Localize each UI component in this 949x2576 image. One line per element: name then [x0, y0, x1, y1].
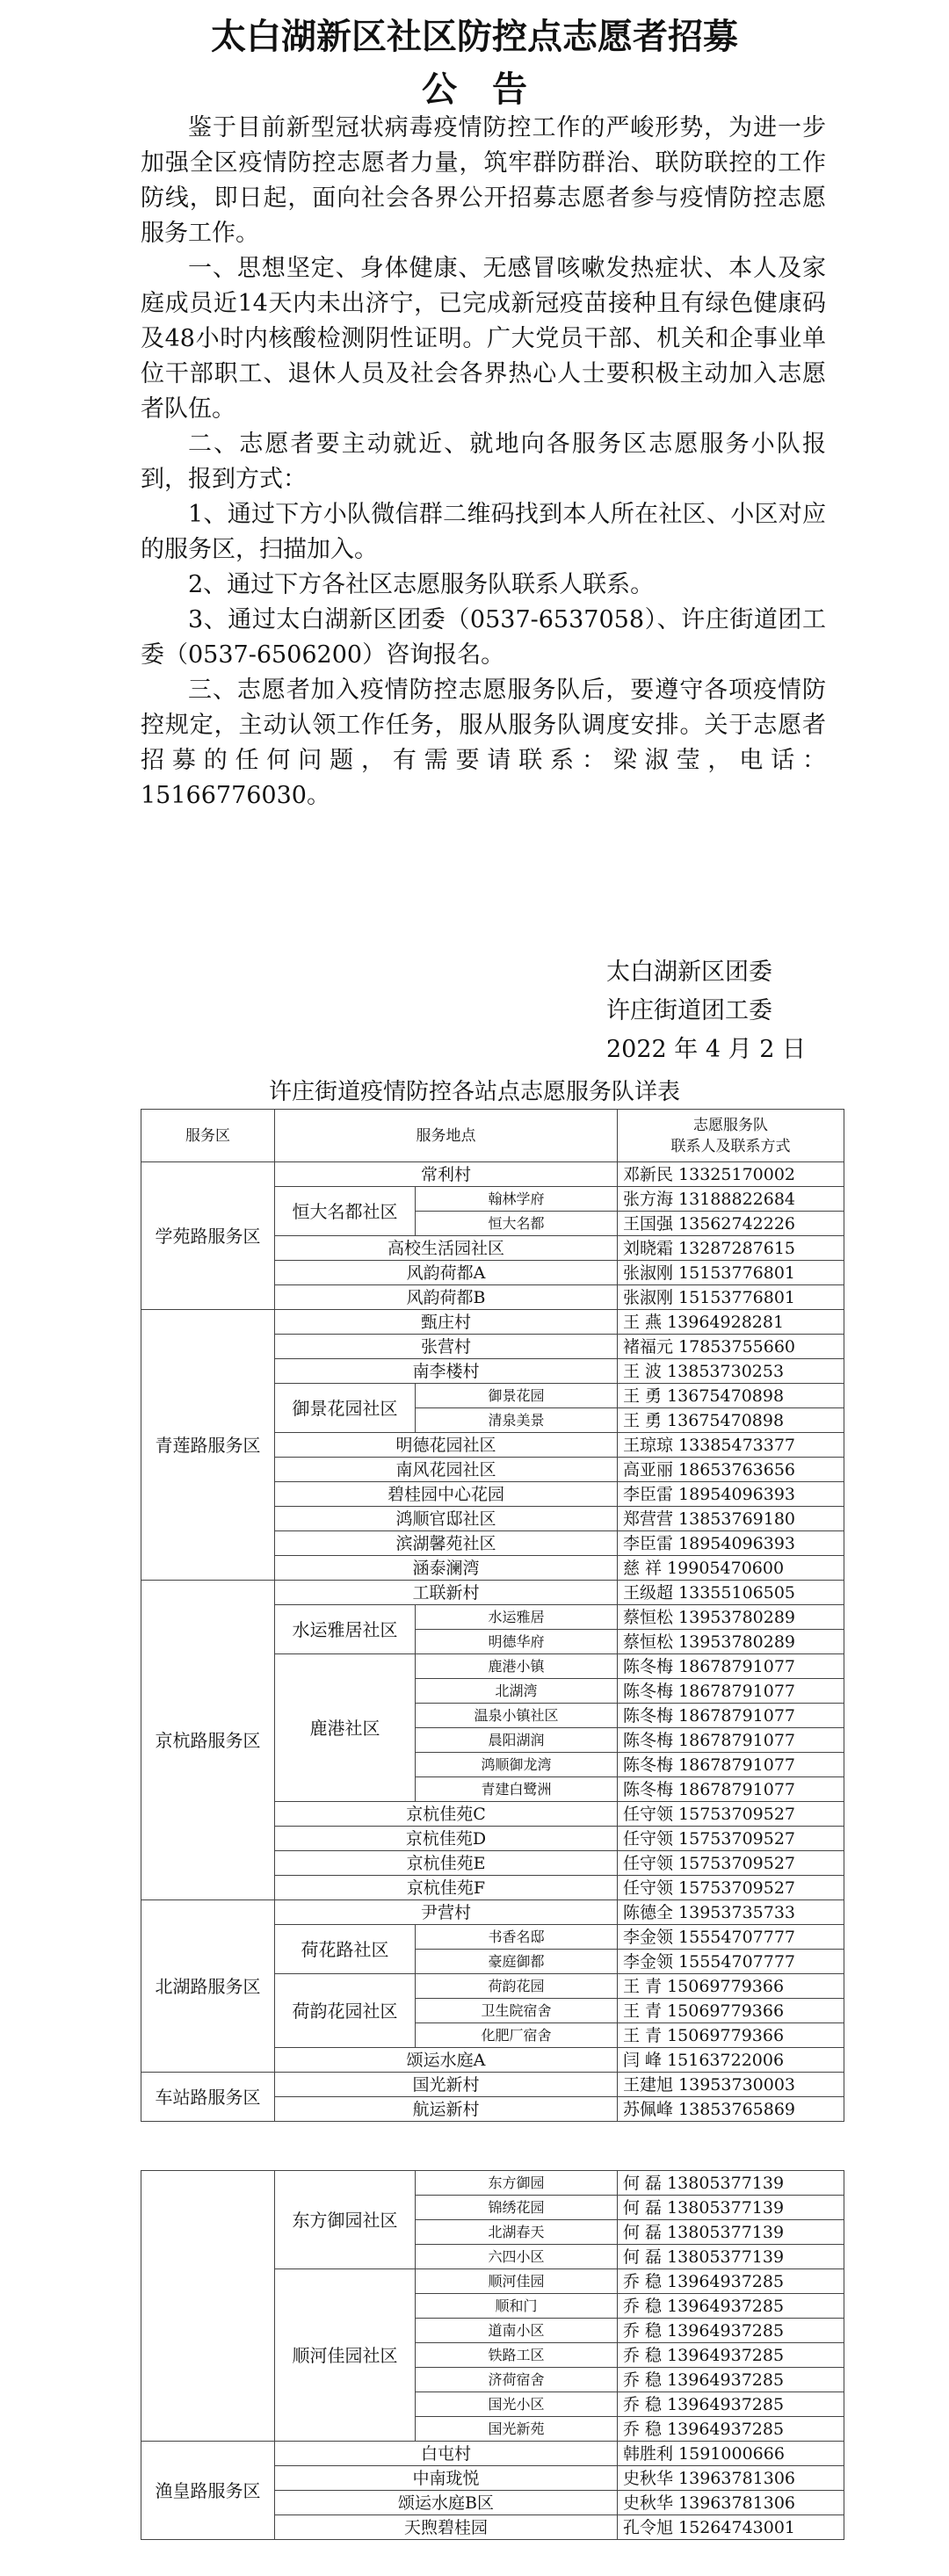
service-location: 晨阳湖润: [416, 1728, 618, 1753]
contact-info: 张方海 13188822684: [618, 1187, 844, 1212]
paragraph-method-1: 1、通过下方小队微信群二维码找到本人所在社区、小区对应的服务区，扫描加入。: [141, 501, 826, 563]
signature-org-1: 太白湖新区团委: [606, 959, 772, 986]
service-location: 顺和门: [416, 2294, 618, 2319]
service-location: 水运雅居: [416, 1605, 618, 1630]
paragraph-requirement: 一、思想坚定、身体健康、无感冒咳嗽发热症状、本人及家庭成员近14天内未出济宁，已完成新冠疫苗接种且有绿色健康码及48小时内核酸检测阴性证明。广大党员干部、机关和企事业单位干部职工、退休人员及社会各界热心人士要积极主动加入志愿者队伍。: [141, 255, 826, 423]
table-header-row: [141, 1110, 844, 1162]
service-location: 东方御园: [416, 2171, 618, 2196]
contact-info: 王建旭 13953730003: [618, 2073, 844, 2097]
service-location: 国光小区: [416, 2392, 618, 2417]
contact-info: 闫 峰 15163722006: [618, 2048, 844, 2073]
service-location: 京杭佳苑F: [275, 1876, 618, 1900]
contact-info: 王 波 13853730253: [618, 1359, 844, 1384]
contact-info: 史秋华 13963781306: [618, 2491, 844, 2515]
service-location: 恒大名都: [416, 1212, 618, 1236]
service-location: 济荷宿舍: [416, 2368, 618, 2392]
service-location: 南风花园社区: [275, 1458, 618, 1482]
service-area: 青莲路服务区: [141, 1310, 275, 1581]
paragraph-registration: 二、志愿者要主动就近、就地向各服务区志愿服务小队报到，报到方式：: [141, 431, 826, 493]
table-row: [141, 2171, 844, 2196]
contact-info: 任守领 15753709527: [618, 1802, 844, 1827]
contact-info: 韩胜利 1591000666: [618, 2442, 844, 2466]
service-location: 卫生院宿舍: [416, 1999, 618, 2023]
contact-info: 任守领 15753709527: [618, 1827, 844, 1851]
service-area: 学苑路服务区: [141, 1162, 275, 1310]
contact-info: 邓新民 13325170002: [618, 1162, 844, 1187]
service-location: 鹿港小镇: [416, 1654, 618, 1679]
header-contact: [618, 1110, 844, 1162]
table-row: [141, 1310, 844, 1335]
contact-info: 王 青 15069779366: [618, 2023, 844, 2048]
contact-info: 褚福元 17853755660: [618, 1335, 844, 1359]
contact-info: 任守领 15753709527: [618, 1876, 844, 1900]
contact-info: 乔 稳 13964937285: [618, 2269, 844, 2294]
contact-info: 陈冬梅 18678791077: [618, 1753, 844, 1777]
service-location: 书香名邸: [416, 1925, 618, 1950]
contact-info: 李金领 15554707777: [618, 1950, 844, 1974]
contact-info: 乔 稳 13964937285: [618, 2368, 844, 2392]
service-location: 道南小区: [416, 2319, 618, 2343]
header-place: 服务地点: [275, 1110, 618, 1162]
service-location: 张营村: [275, 1335, 618, 1359]
service-location: 天煦碧桂园: [275, 2515, 618, 2540]
contact-info: 陈冬梅 18678791077: [618, 1777, 844, 1802]
service-location: 北湖湾: [416, 1679, 618, 1704]
service-location: 中南珑悦: [275, 2466, 618, 2491]
header-contact-line: 志愿服务队: [693, 1116, 768, 1134]
contact-info: 王 青 15069779366: [618, 1974, 844, 1999]
notice-body: [141, 111, 826, 814]
contact-info: 李金领 15554707777: [618, 1925, 844, 1950]
service-location: 御景花园: [416, 1384, 618, 1408]
service-location: 风韵荷都A: [275, 1261, 618, 1285]
contact-info: 何 磊 13805377139: [618, 2245, 844, 2269]
contact-info: 陈冬梅 18678791077: [618, 1728, 844, 1753]
contact-info: 乔 稳 13964937285: [618, 2392, 844, 2417]
table-row: [141, 1900, 844, 1925]
service-location: 铁路工区: [416, 2343, 618, 2368]
service-location: 北湖春天: [416, 2220, 618, 2245]
service-location: 温泉小镇社区: [416, 1704, 618, 1728]
contact-info: 张淑刚 15153776801: [618, 1285, 844, 1310]
contact-info: 何 磊 13805377139: [618, 2196, 844, 2220]
contact-info: 陈德全 13953735733: [618, 1900, 844, 1925]
community-name: 御景花园社区: [275, 1384, 416, 1433]
signature-org-2: 许庄街道团工委: [606, 997, 772, 1024]
contact-info: 李臣雷 18954096393: [618, 1482, 844, 1507]
signature-block: [606, 953, 806, 1069]
service-location: 顺河佳园: [416, 2269, 618, 2294]
contact-info: 蔡恒松 13953780289: [618, 1630, 844, 1654]
table-row: [141, 1162, 844, 1187]
service-location: 化肥厂宿舍: [416, 2023, 618, 2048]
contact-info: 任守领 15753709527: [618, 1851, 844, 1876]
service-location: 翰林学府: [416, 1187, 618, 1212]
service-location: 锦绣花园: [416, 2196, 618, 2220]
contact-info: 何 磊 13805377139: [618, 2220, 844, 2245]
service-location: 颂运水庭A: [275, 2048, 618, 2073]
service-location: 风韵荷都B: [275, 1285, 618, 1310]
paragraph-intro: 鉴于目前新型冠状病毒疫情防控工作的严峻形势，为进一步加强全区疫情防控志愿者力量，筑牢群防群治、联防联控的工作防线，即日起，面向社会各界公开招募志愿者参与疫情防控志愿服务工作。: [141, 114, 826, 247]
service-location: 高校生活园社区: [275, 1236, 618, 1261]
contact-info: 慈 祥 19905470600: [618, 1556, 844, 1581]
service-area: 北湖路服务区: [141, 1900, 275, 2073]
service-location: 国光新村: [275, 2073, 618, 2097]
contact-info: 蔡恒松 13953780289: [618, 1605, 844, 1630]
contact-info: 王 勇 13675470898: [618, 1384, 844, 1408]
page-title: 太白湖新区社区防控点志愿者招募: [211, 16, 738, 57]
service-location: 滨湖馨苑社区: [275, 1531, 618, 1556]
contact-info: 乔 稳 13964937285: [618, 2417, 844, 2442]
table-row: [141, 2442, 844, 2466]
service-location: 清泉美景: [416, 1408, 618, 1433]
contact-info: 乔 稳 13964937285: [618, 2343, 844, 2368]
contact-info: 乔 稳 13964937285: [618, 2294, 844, 2319]
contact-info: 陈冬梅 18678791077: [618, 1654, 844, 1679]
table-row: [141, 2073, 844, 2097]
contact-info: 陈冬梅 18678791077: [618, 1704, 844, 1728]
contact-info: 王 青 15069779366: [618, 1999, 844, 2023]
contact-info: 王 勇 13675470898: [618, 1408, 844, 1433]
community-name: 顺河佳园社区: [275, 2269, 416, 2442]
service-location: 碧桂园中心花园: [275, 1482, 618, 1507]
table-title: 许庄街道疫情防控各站点志愿服务队详表: [268, 1079, 680, 1105]
service-area: 京杭路服务区: [141, 1581, 275, 1900]
service-location: 京杭佳苑E: [275, 1851, 618, 1876]
service-area: [141, 2171, 275, 2442]
service-location: 国光新苑: [416, 2417, 618, 2442]
service-location: 六四小区: [416, 2245, 618, 2269]
community-name: 水运雅居社区: [275, 1605, 416, 1654]
service-location: 青建白鹭洲: [416, 1777, 618, 1802]
service-area: 车站路服务区: [141, 2073, 275, 2122]
contact-info: 孔令旭 15264743001: [618, 2515, 844, 2540]
contact-info: 王 燕 13964928281: [618, 1310, 844, 1335]
community-name: 荷花路社区: [275, 1925, 416, 1974]
contact-info: 刘晓霜 13287287615: [618, 1236, 844, 1261]
contact-info: 苏佩峰 13853765869: [618, 2097, 844, 2122]
volunteer-table-continued: [141, 2170, 844, 2540]
service-location: 京杭佳苑C: [275, 1802, 618, 1827]
paragraph-method-3: 3、通过太白湖新区团委（0537-6537058）、许庄街道团工委（0537-6506200）咨询报名。: [141, 606, 826, 669]
service-location: 京杭佳苑D: [275, 1827, 618, 1851]
volunteer-table: [141, 1109, 844, 2122]
contact-info: 高亚丽 18653763656: [618, 1458, 844, 1482]
community-name: 荷韵花园社区: [275, 1974, 416, 2048]
service-area: 渔皇路服务区: [141, 2442, 275, 2540]
service-location: 甄庄村: [275, 1310, 618, 1335]
community-name: 恒大名都社区: [275, 1187, 416, 1236]
service-location: 颂运水庭B区: [275, 2491, 618, 2515]
header-area: 服务区: [141, 1110, 275, 1162]
community-name: 鹿港社区: [275, 1654, 416, 1802]
contact-info: 乔 稳 13964937285: [618, 2319, 844, 2343]
contact-info: 李臣雷 18954096393: [618, 1531, 844, 1556]
service-location: 白屯村: [275, 2442, 618, 2466]
table-row: [141, 1581, 844, 1605]
contact-info: 陈冬梅 18678791077: [618, 1679, 844, 1704]
service-location: 荷韵花园: [416, 1974, 618, 1999]
header-contact-line: 联系人及联系方式: [670, 1137, 791, 1155]
service-location: 航运新村: [275, 2097, 618, 2122]
service-location: 明德华府: [416, 1630, 618, 1654]
paragraph-rules: 三、志愿者加入疫情防控志愿服务队后，要遵守各项疫情防控规定，主动认领工作任务，服从服务队调度安排。关于志愿者招募的任何问题，有需要请联系：梁淑莹，电话：15166776030。: [141, 677, 826, 809]
service-location: 常利村: [275, 1162, 618, 1187]
contact-info: 史秋华 13963781306: [618, 2466, 844, 2491]
contact-info: 王琼琼 13385473377: [618, 1433, 844, 1458]
contact-info: 王国强 13562742226: [618, 1212, 844, 1236]
contact-info: 张淑刚 15153776801: [618, 1261, 844, 1285]
page-subtitle: 公告: [422, 69, 562, 110]
paragraph-method-2: 2、通过下方各社区志愿服务队联系人联系。: [188, 571, 655, 598]
service-location: 豪庭御都: [416, 1950, 618, 1974]
service-location: 涵泰澜湾: [275, 1556, 618, 1581]
service-location: 明德花园社区: [275, 1433, 618, 1458]
service-location: 鸿顺御龙湾: [416, 1753, 618, 1777]
service-location: 工联新村: [275, 1581, 618, 1605]
contact-info: 何 磊 13805377139: [618, 2171, 844, 2196]
contact-info: 王级超 13355106505: [618, 1581, 844, 1605]
community-name: 东方御园社区: [275, 2171, 416, 2269]
contact-info: 郑营营 13853769180: [618, 1507, 844, 1531]
service-location: 尹营村: [275, 1900, 618, 1925]
service-location: 南李楼村: [275, 1359, 618, 1384]
service-location: 鸿顺官邸社区: [275, 1507, 618, 1531]
signature-date: 2022 年 4 月 2 日: [606, 1036, 806, 1063]
